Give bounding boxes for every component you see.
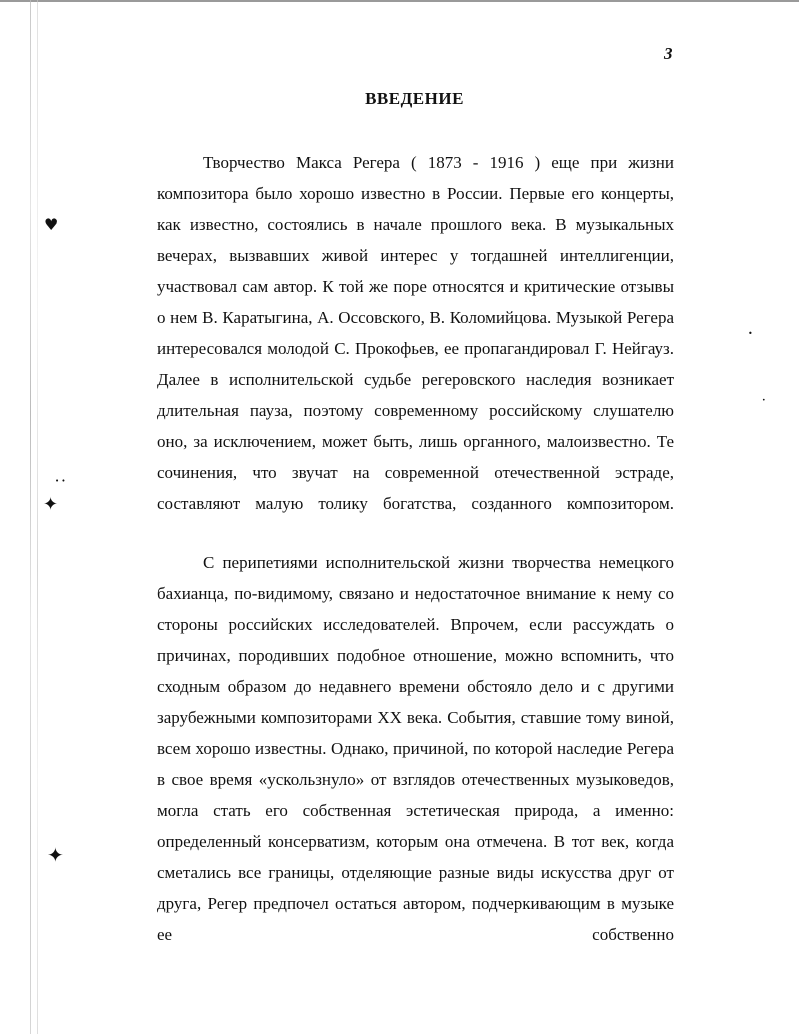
scan-speck-icon: ♥ (44, 215, 59, 234)
body-text-block-2 (157, 547, 674, 950)
page-title: ВВЕДЕНИЕ (365, 89, 464, 108)
scan-dot-icon: • (748, 329, 753, 338)
scan-speck-icon: ✦ (43, 494, 59, 515)
body-text-block-1 (157, 147, 674, 519)
paragraph: С перипетиями исполнительской жизни творчества немецкого бахианца, по-видимому, связано и недостаточное внимание к нему со стороны российских исследователей. Впрочем, если рассуждать о причинах, породивших подобное отношение, можно вспомнить, что сходным образом до недавнего времени обстояло дело и с другими зарубежными композиторами XX века. События, ставшие тому виной, всем хорошо известны. Однако, причиной, по которой наследие Регера в свое время «ускользнуло» от взглядов отечественных музыковедов, могла стать его собственная эстетическая природа, а именно: определенный консерватизм, которым она отмечена. В тот век, когда сметались все границы, отделяющие разные виды искусства друг от друга, Регер предпочел остаться автором, подчеркивающим в музыке ее собственно (157, 553, 674, 944)
scan-dot-icon: • (762, 397, 766, 404)
scan-speck-icon: ✦ (47, 843, 64, 867)
scan-left-edge-secondary (37, 0, 38, 1034)
scan-dot-icon: • • (55, 477, 66, 485)
scan-left-edge (30, 0, 31, 1034)
paragraph: Творчество Макса Регера ( 1873 - 1916 ) еще при жизни композитора было хорошо известно в России. Первые его концерты, как известно, состоялись в начале прошлого века. В музыкальных вечерах, вызвавших живой интерес у тогдашней интеллигенции, участвовал сам автор. К той же поре относятся и критические отзывы о нем В. Каратыгина, А. Оссовского, В. Коломийцова. Музыкой Регера интересовался молодой С. Прокофьев, ее пропагандировал Г. Нейгауз. Далее в исполнительской судьбе регеровского наследия возникает длительная пауза, поэтому современному российскому слушателю оно, за исключением, может быть, лишь органного, малоизвестно. Те сочинения, что звучат на современной отечественной эстраде, составляют малую толику богатства, созданного композитором. (157, 153, 674, 513)
page-number: 3 (664, 44, 673, 63)
scan-top-edge (0, 0, 799, 2)
